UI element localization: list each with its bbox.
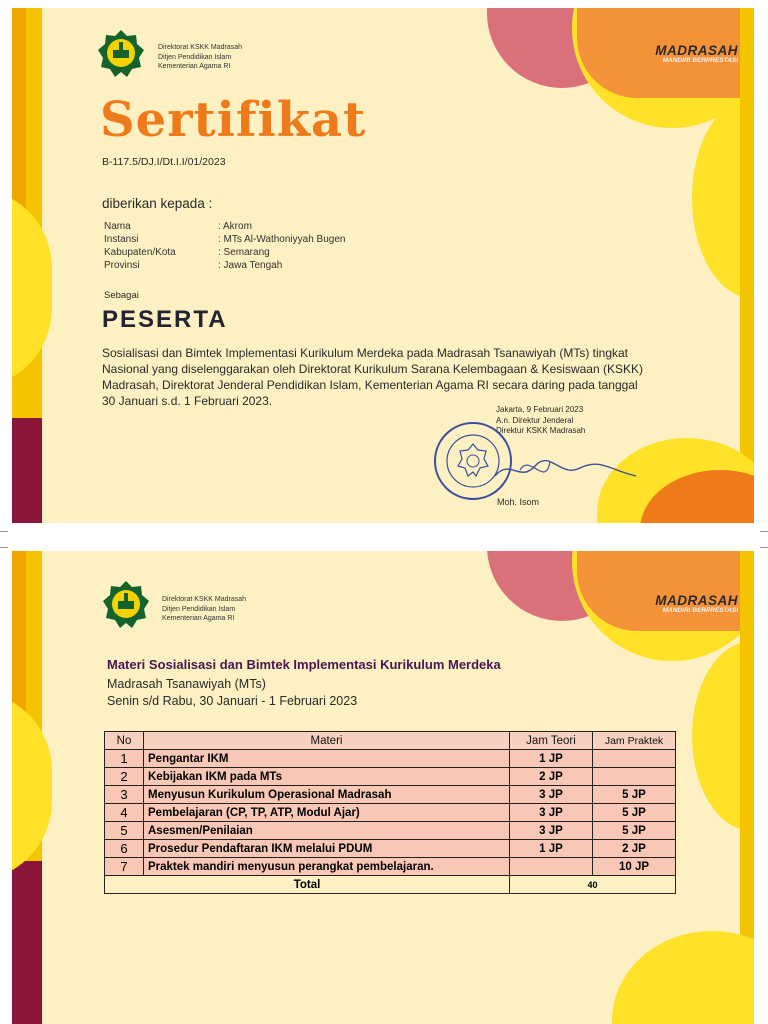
- materials-table: [104, 731, 676, 894]
- body-line: Sosialisasi dan Bimtek Implementasi Kurikulum Merdeka pada Madrasah Tsanawiyah (MTs) tingkat: [102, 346, 629, 360]
- row-number: 1: [105, 750, 144, 768]
- row-jam-praktek: 10 JP: [593, 858, 676, 876]
- table-row: [105, 768, 676, 786]
- table-row: [105, 804, 676, 822]
- crop-mark: [760, 531, 768, 532]
- row-number: 7: [105, 858, 144, 876]
- brand-subtitle: MANDIRI BERPRESTASI: [662, 607, 738, 614]
- header-line: Kementerian Agama RI: [162, 615, 235, 622]
- column-header: Jam Praktek: [593, 732, 676, 750]
- signature-line: A.n. Direktur Jenderal: [496, 415, 574, 425]
- detail-row: [104, 221, 345, 234]
- kemenag-logo-icon: [100, 579, 152, 631]
- table-row: [105, 840, 676, 858]
- row-jam-praktek: [593, 768, 676, 786]
- row-jam-teori: 1 JP: [510, 840, 593, 858]
- header-line: Ditjen Pendidikan Islam: [158, 53, 232, 61]
- field-label: Provinsi: [104, 260, 140, 271]
- field-label: Nama: [104, 221, 131, 232]
- materials-title: Materi Sosialisasi dan Bimtek Implementasi Kurikulum Merdeka: [107, 657, 501, 672]
- row-jam-teori: 3 JP: [510, 786, 593, 804]
- table-row: [105, 822, 676, 840]
- table-total-row: [105, 876, 676, 894]
- role-title: PESERTA: [102, 306, 228, 333]
- brand-title: MADRASAH: [655, 593, 738, 608]
- header-line: Direktorat KSKK Madrasah: [158, 44, 243, 51]
- row-jam-praktek: 2 JP: [593, 840, 676, 858]
- field-label: Instansi: [104, 234, 139, 245]
- crop-mark: [760, 547, 768, 548]
- field-value: : Semarang: [218, 247, 270, 258]
- crop-mark: [0, 547, 8, 548]
- institution-header: [162, 595, 246, 624]
- signatory-name: Moh. Isom: [497, 497, 540, 507]
- given-to-label: diberikan kepada :: [102, 196, 213, 211]
- column-header: Materi: [144, 732, 510, 750]
- right-stripe: [740, 8, 754, 523]
- row-jam-teori: 2 JP: [510, 768, 593, 786]
- as-label: Sebagai: [104, 290, 139, 301]
- certificate-title: Sertifikat: [100, 92, 367, 148]
- body-line: 30 Januari s.d. 1 Februari 2023.: [102, 394, 273, 408]
- left-yellow-curve: [12, 691, 52, 881]
- detail-row: [104, 234, 345, 247]
- body-line: Nasional yang diselenggarakan oleh Direktorat Kurikulum Sarana Kelembagaan & Kesiswaan (KSKK): [102, 362, 643, 376]
- signature-date: Jakarta, 9 Februari 2023: [496, 405, 584, 414]
- row-number: 2: [105, 768, 144, 786]
- certificate-number: B-117.5/DJ.I/Dt.I.I/01/2023: [102, 156, 226, 168]
- orange-banner-shape: [577, 551, 742, 631]
- crop-mark: [0, 531, 8, 532]
- materials-date: Senin s/d Rabu, 30 Januari - 1 Februari 2023: [107, 694, 358, 708]
- row-number: 3: [105, 786, 144, 804]
- table-row: [105, 786, 676, 804]
- row-jam-teori: [510, 858, 593, 876]
- row-materi: Prosedur Pendaftaran IKM melalui PDUM: [144, 840, 510, 858]
- institution-header: [158, 43, 242, 72]
- row-number: 4: [105, 804, 144, 822]
- left-stripe-maroon: [12, 418, 42, 523]
- certificate-body: [102, 345, 643, 409]
- row-materi: Kebijakan IKM pada MTs: [144, 768, 510, 786]
- row-jam-praktek: 5 JP: [593, 804, 676, 822]
- row-materi: Praktek mandiri menyusun perangkat pembelajaran.: [144, 858, 510, 876]
- left-yellow-curve: [12, 188, 52, 388]
- row-jam-teori: 3 JP: [510, 804, 593, 822]
- total-value: 40: [510, 876, 676, 894]
- materials-subtitle: Madrasah Tsanawiyah (MTs): [107, 677, 266, 691]
- field-label: Kabupaten/Kota: [104, 247, 176, 258]
- table-header-row: [105, 732, 676, 750]
- header-line: Ditjen Pendidikan Islam: [162, 605, 236, 613]
- brand-title: MADRASAH: [655, 43, 738, 58]
- row-materi: Pembelajaran (CP, TP, ATP, Modul Ajar): [144, 804, 510, 822]
- row-number: 5: [105, 822, 144, 840]
- recipient-details: [104, 221, 345, 273]
- signature-scribble-icon: [490, 448, 640, 488]
- row-jam-teori: 1 JP: [510, 750, 593, 768]
- row-materi: Pengantar IKM: [144, 750, 510, 768]
- column-header: No: [105, 732, 144, 750]
- kemenag-logo-icon: [95, 28, 147, 80]
- column-header: Jam Teori: [510, 732, 593, 750]
- row-number: 6: [105, 840, 144, 858]
- header-line: Kementerian Agama RI: [158, 63, 231, 70]
- field-value: : Jawa Tengah: [218, 260, 283, 271]
- header-line: Direktorat KSKK Madrasah: [162, 596, 247, 603]
- detail-row: [104, 260, 345, 273]
- madrasah-brand: [655, 43, 738, 64]
- row-jam-praktek: [593, 750, 676, 768]
- curriculum-page: [12, 551, 754, 1024]
- table-row: [105, 750, 676, 768]
- brand-subtitle: MANDIRI BERPRESTASI: [662, 57, 738, 64]
- body-line: Madrasah, Direktorat Jenderal Pendidikan Islam, Kementerian Agama RI secara daring pada tanggal: [102, 378, 638, 392]
- field-value: : MTs Al-Wathoniyyah Bugen: [218, 234, 346, 245]
- detail-row: [104, 247, 345, 260]
- row-materi: Menyusun Kurikulum Operasional Madrasah: [144, 786, 510, 804]
- total-label: Total: [105, 876, 510, 894]
- row-jam-praktek: 5 JP: [593, 786, 676, 804]
- madrasah-brand: [655, 593, 738, 614]
- row-jam-teori: 3 JP: [510, 822, 593, 840]
- table-row: [105, 858, 676, 876]
- field-value: : Akrom: [218, 221, 252, 232]
- row-jam-praktek: 5 JP: [593, 822, 676, 840]
- bottom-yellow-shape: [612, 931, 754, 1024]
- signature-line: Direktur KSKK Madrasah: [496, 426, 586, 435]
- certificate-page: [12, 8, 754, 523]
- row-materi: Asesmen/Penilaian: [144, 822, 510, 840]
- left-stripe-maroon: [12, 861, 42, 1024]
